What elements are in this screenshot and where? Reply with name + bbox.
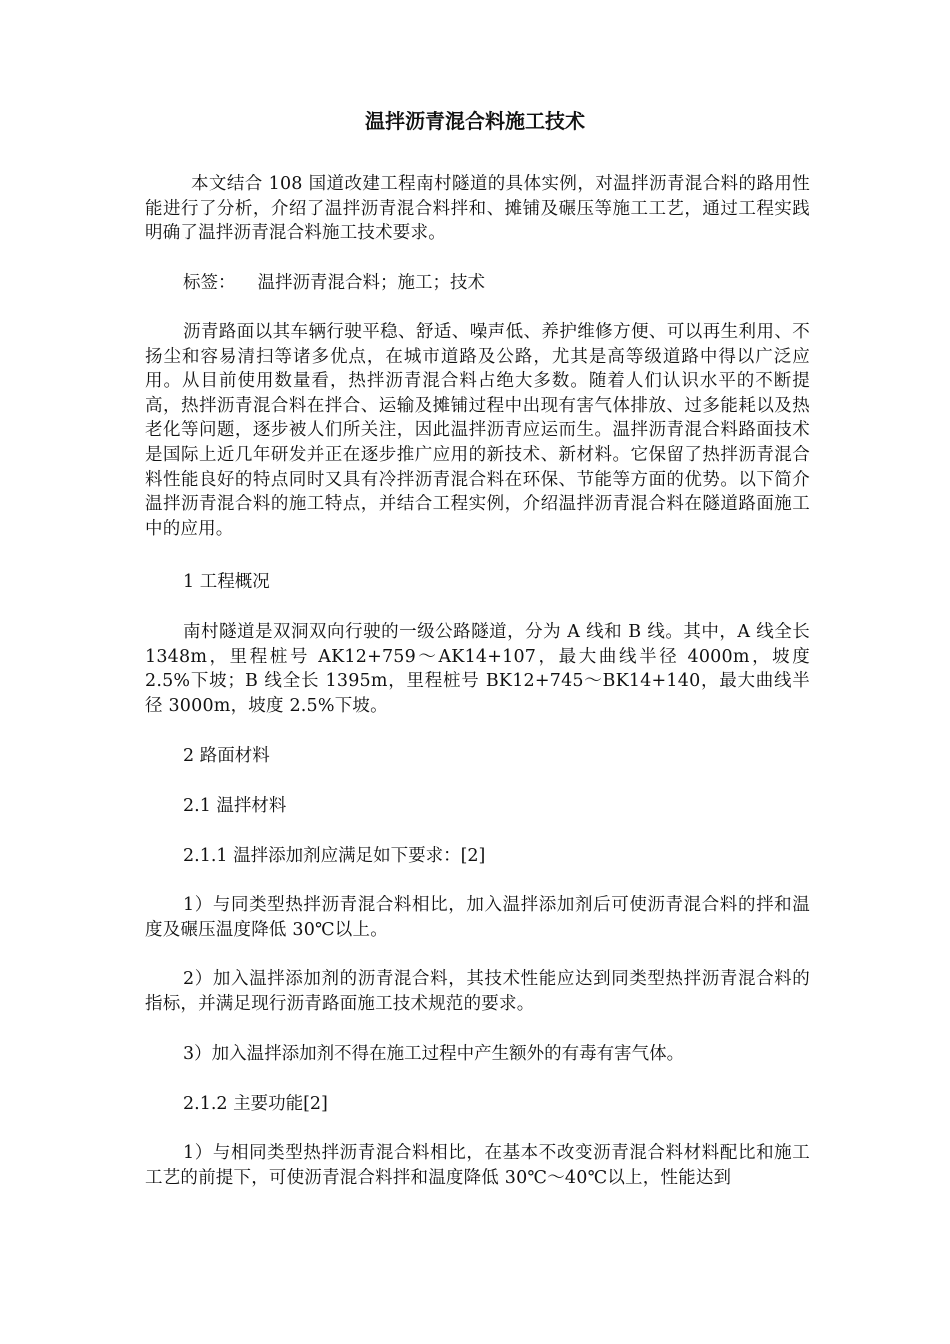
requirement-1: 1）与同类型热拌沥青混合料相比，加入温拌添加剂后可使沥青混合料的拌和温度及碾压温度降低 30℃以上。 bbox=[145, 895, 810, 940]
section-2-1-2-heading: 2.1.2 主要功能[2] bbox=[183, 1094, 328, 1114]
requirement-3: 3）加入温拌添加剂不得在施工过程中产生额外的有毒有害气体。 bbox=[183, 1044, 685, 1064]
function-1: 1）与相同类型热拌沥青混合料相比，在基本不改变沥青混合料材料配比和施工工艺的前提下，可使沥青混合料拌和温度降低 30℃～40℃以上，性能达到 bbox=[145, 1143, 810, 1188]
keywords-text: 温拌沥青混合料；施工；技术 bbox=[257, 273, 485, 293]
section-2-1-heading: 2.1 温拌材料 bbox=[183, 796, 287, 816]
abstract-paragraph: 本文结合 108 国道改建工程南村隧道的具体实例，对温拌沥青混合料的路用性能进行了分析，介绍了温拌沥青混合料拌和、摊铺及碾压等施工工艺，通过工程实践明确了温拌沥青混合料施工技术要求。 bbox=[145, 174, 810, 244]
section-2-heading: 2 路面材料 bbox=[183, 746, 270, 766]
section-1-heading: 1 工程概况 bbox=[183, 572, 270, 592]
section-2-1-1-heading: 2.1.1 温拌添加剂应满足如下要求：[2] bbox=[183, 846, 486, 866]
keywords-label: 标签： bbox=[183, 273, 236, 293]
document-title: 温拌沥青混合料施工技术 bbox=[365, 109, 585, 133]
intro-paragraph: 沥青路面以其车辆行驶平稳、舒适、噪声低、养护维修方便、可以再生利用、不扬尘和容易清扫等诸多优点，在城市道路及公路，尤其是高等级道路中得以广泛应用。从目前使用数量看，热拌沥青混合料占绝大多数。随着人们认识水平的不断提高，热拌沥青混合料在拌合、运输及摊铺过程中出现有害气体排放、过多能耗以及热老化等问题，逐步被人们所关注，因此温拌沥青应运而生。温拌沥青混合料路面技术是国际上近几年研发并正在逐步推广应用的新技术、新材料。它保留了热拌沥青混合料性能良好的特点同时又具有冷拌沥青混合料在环保、节能等方面的优势。以下简介温拌沥青混合料的施工特点，并结合工程实例，介绍温拌沥青混合料在隧道路面施工中的应用。 bbox=[145, 322, 810, 539]
section-1-paragraph: 南村隧道是双洞双向行驶的一级公路隧道，分为 A 线和 B 线。其中，A 线全长 1348m，里程桩号 AK12+759～AK14+107，最大曲线半径 4000m，坡度 2.5%下坡；B 线全长 1395m，里程桩号 BK12+745～BK14+140，最大曲线半径 3000m，坡度 2.5%下坡。 bbox=[145, 622, 810, 716]
keywords-line bbox=[183, 271, 485, 295]
requirement-2: 2）加入温拌添加剂的沥青混合料，其技术性能应达到同类型热拌沥青混合料的指标，并满足现行沥青路面施工技术规范的要求。 bbox=[145, 969, 810, 1014]
